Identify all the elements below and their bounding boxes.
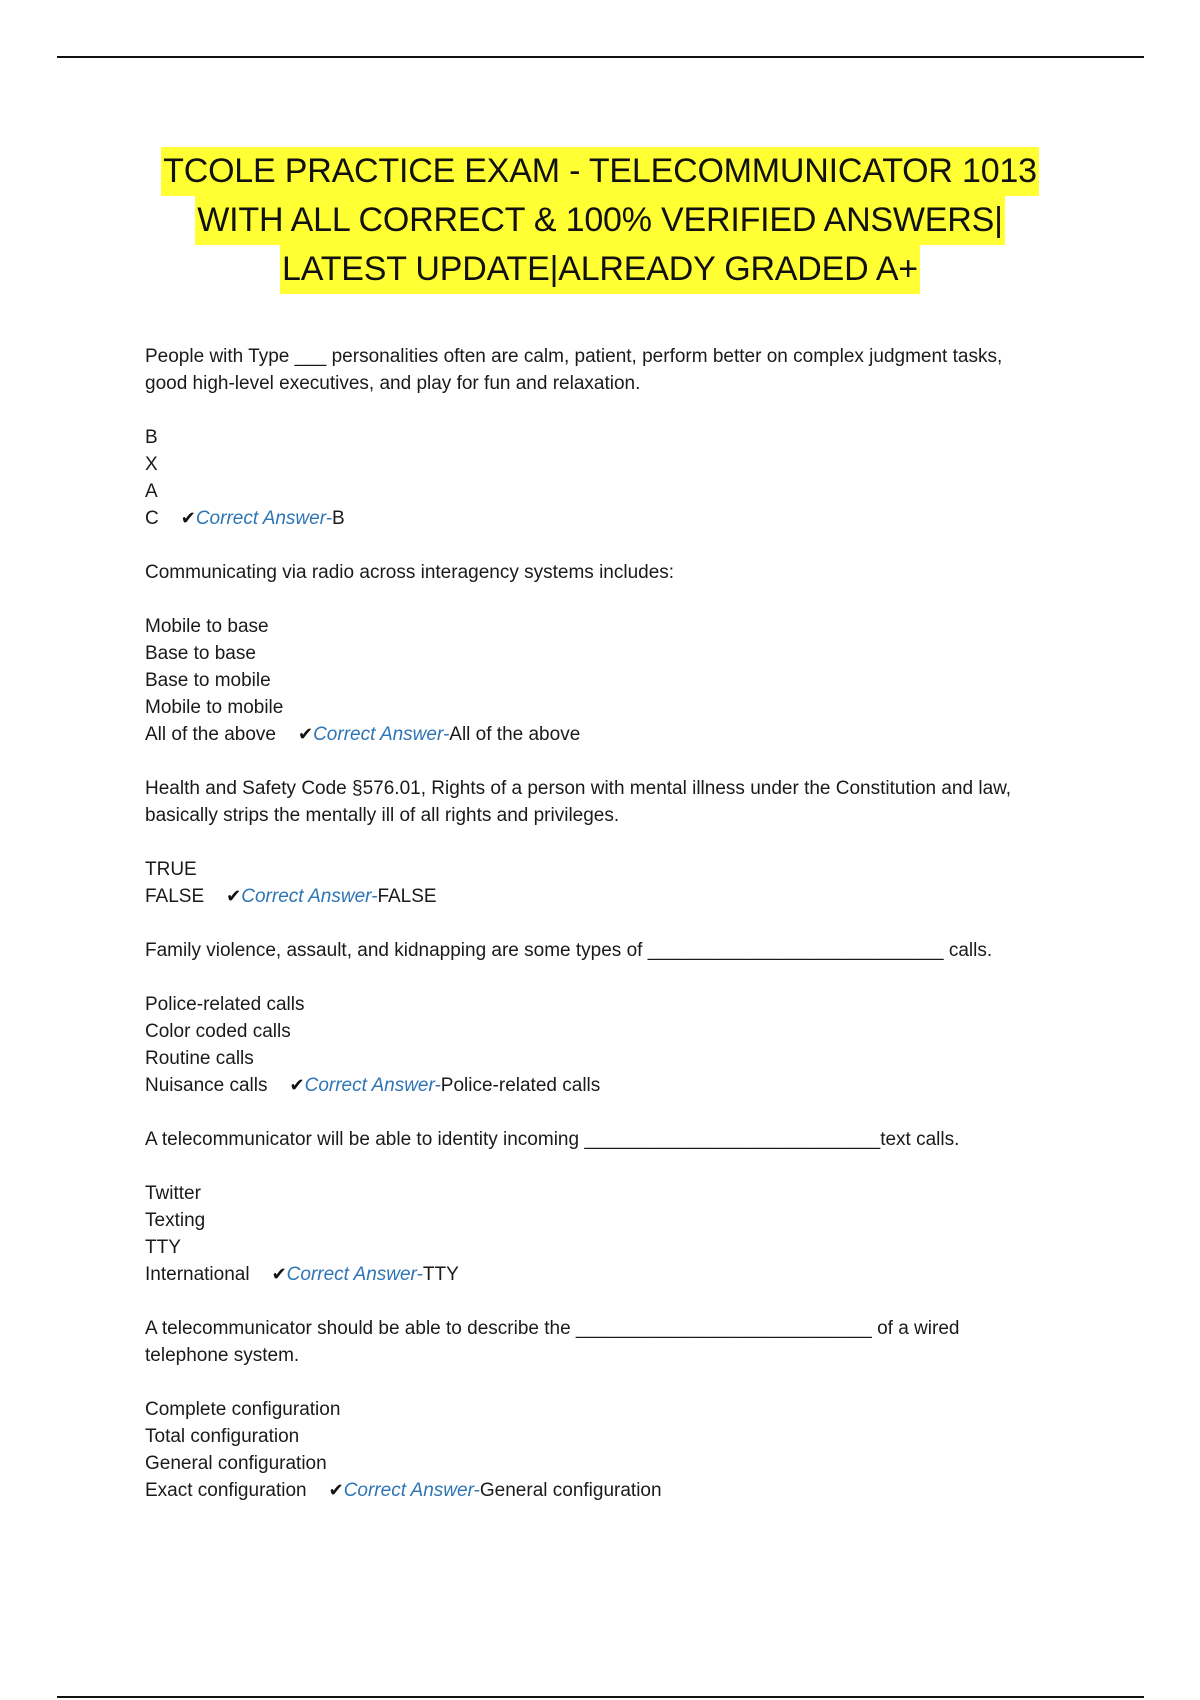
option-list	[145, 1180, 1045, 1288]
option-with-answer	[145, 721, 1045, 748]
option-list	[145, 856, 1045, 910]
question-block	[145, 343, 1045, 532]
correct-answer-label: Correct Answer-	[195, 508, 333, 529]
correct-answer-value: TTY	[422, 1264, 459, 1285]
option: Twitter	[145, 1183, 201, 1204]
option: A	[145, 481, 158, 502]
question-block	[145, 1126, 1045, 1288]
option: Police-related calls	[145, 994, 305, 1015]
title-line-2: WITH ALL CORRECT & 100% VERIFIED ANSWERS|	[195, 196, 1005, 245]
option-list	[145, 613, 1045, 748]
option-with-answer	[145, 1261, 1045, 1288]
correct-answer	[272, 1261, 459, 1288]
correct-answer-value: All of the above	[449, 724, 581, 745]
document-title	[100, 147, 1100, 294]
question-text: People with Type ___ personalities often are calm, patient, perform better on complex judgment tasks, good high-level executives, and play for fun and relaxation.	[145, 346, 1003, 394]
correct-answer-label: Correct Answer-	[241, 886, 378, 907]
title-line-1: TCOLE PRACTICE EXAM - TELECOMMUNICATOR 1013	[161, 147, 1039, 196]
option: Complete configuration	[145, 1399, 341, 1420]
option-list	[145, 1396, 1045, 1504]
option-text: International	[145, 1264, 250, 1285]
option-with-answer	[145, 1477, 1045, 1504]
option: TRUE	[145, 859, 197, 880]
question-block	[145, 559, 1045, 748]
checkmark-icon: ✔	[180, 508, 196, 528]
correct-answer-value: General configuration	[479, 1480, 662, 1501]
option: General configuration	[145, 1453, 327, 1474]
question-list	[145, 343, 1045, 1531]
checkmark-icon: ✔	[328, 1480, 344, 1500]
option-text: Exact configuration	[145, 1480, 307, 1501]
option: X	[145, 454, 158, 475]
correct-answer	[290, 1072, 601, 1099]
option: TTY	[145, 1237, 181, 1258]
correct-answer-value: Police-related calls	[440, 1075, 601, 1096]
option: Mobile to base	[145, 616, 269, 637]
option-with-answer	[145, 1072, 1045, 1099]
option-with-answer	[145, 505, 1045, 532]
option: Routine calls	[145, 1048, 254, 1069]
checkmark-icon: ✔	[271, 1264, 287, 1284]
correct-answer-value: B	[332, 508, 345, 529]
option-list	[145, 991, 1045, 1099]
correct-answer-label: Correct Answer-	[343, 1480, 480, 1501]
checkmark-icon: ✔	[289, 1075, 305, 1095]
top-rule	[57, 56, 1144, 58]
option: Mobile to mobile	[145, 697, 284, 718]
option-text: All of the above	[145, 724, 276, 745]
bottom-rule	[57, 1696, 1144, 1698]
title-line-3: LATEST UPDATE|ALREADY GRADED A+	[280, 245, 920, 294]
question-block	[145, 937, 1045, 1099]
option: B	[145, 427, 158, 448]
correct-answer-label: Correct Answer-	[286, 1264, 423, 1285]
option: Base to base	[145, 643, 256, 664]
correct-answer-label: Correct Answer-	[304, 1075, 441, 1096]
option: Texting	[145, 1210, 206, 1231]
option-list	[145, 424, 1045, 532]
question-text: A telecommunicator should be able to describe the ____________________________ of a wired telephone system.	[145, 1318, 960, 1366]
option-with-answer	[145, 883, 1045, 910]
correct-answer	[181, 505, 345, 532]
correct-answer-value: FALSE	[377, 886, 437, 907]
option: Color coded calls	[145, 1021, 291, 1042]
correct-answer	[226, 883, 436, 910]
checkmark-icon: ✔	[226, 886, 242, 906]
option: Base to mobile	[145, 670, 271, 691]
correct-answer	[298, 721, 580, 748]
option-text: C	[145, 508, 159, 529]
question-block	[145, 1315, 1045, 1504]
question-text: Health and Safety Code §576.01, Rights of a person with mental illness under the Constitution and law, basically strips the mentally ill of all rights and privileges.	[145, 778, 1012, 826]
question-text: Family violence, assault, and kidnapping are some types of ____________________________ calls.	[145, 940, 993, 961]
question-block	[145, 775, 1045, 910]
question-text: Communicating via radio across interagency systems includes:	[145, 562, 675, 583]
option-text: FALSE	[145, 886, 205, 907]
correct-answer-label: Correct Answer-	[313, 724, 450, 745]
option: Total configuration	[145, 1426, 300, 1447]
question-text: A telecommunicator will be able to identity incoming ____________________________text calls.	[145, 1129, 960, 1150]
correct-answer	[329, 1477, 662, 1504]
option-text: Nuisance calls	[145, 1075, 268, 1096]
checkmark-icon: ✔	[297, 724, 314, 744]
